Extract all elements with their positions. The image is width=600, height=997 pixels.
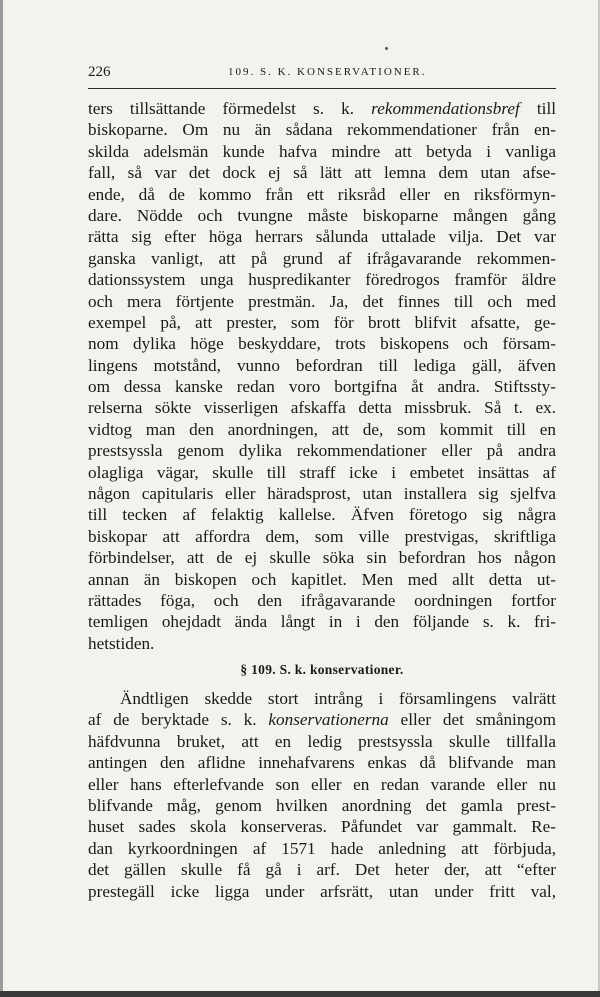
text-line: antingen den aflidne innehafvarens enkas då blifvande man — [88, 753, 556, 773]
text-line: biskopar att affordra dem, som ville prestvigas, skriftliga — [88, 526, 556, 546]
text-line: prestegäll icke ligga under arfsrätt, utan under fritt val, — [88, 881, 556, 901]
text-line: dan kyrkoordningen af 1571 hade anledning att förbjuda, — [88, 838, 556, 858]
text-line: till tecken af felaktig kallelse. Äfven företogo sig några — [88, 505, 556, 525]
text-line: dationssystem unga huspredikanter föredrogos framför äldre — [88, 270, 556, 290]
text-line: förbindelser, att de ej skulle söka sin befordran hos någon — [88, 548, 556, 568]
text-line: rättades föga, och den ifrågavarande oordningen fortfor — [88, 590, 556, 610]
paragraph-1 — [88, 98, 556, 654]
text-line: exempel på, att prester, som för brott blifvit afsatte, ge- — [88, 312, 556, 332]
ink-speck — [385, 47, 388, 50]
scan-edge-bottom — [0, 991, 600, 997]
text-line: nom dylika höge beskyddare, trots biskopens och försam- — [88, 334, 556, 354]
text-line: annan än biskopen och kapitlet. Men med allt detta ut- — [88, 569, 556, 589]
text-line: rätta sig efter höga herrars sålunda uttalade vilja. Det var — [88, 227, 556, 247]
running-section-title: 109. S. K. KONSERVATIONER. — [228, 66, 427, 78]
text-line: olagliga vägar, skulle till straff icke i embetet insättas af — [88, 462, 556, 482]
text-line: och mera förtjente prestmän. Ja, det finnes till och med — [88, 291, 556, 311]
text-line: prestsyssla genom dylika rekommendationer eller på andra — [88, 441, 556, 461]
text-line: relserna sökte visserligen afskaffa detta missbruk. Så t. ex. — [88, 398, 556, 418]
text-line: det gällen skulle få gå i arf. Det heter der, att “efter — [88, 860, 556, 880]
text-line: dare. Nödde och tvungne måste biskoparne mången gång — [88, 205, 556, 225]
text-line: lingens motstånd, vunno befordran till lediga gäll, äfven — [88, 355, 556, 375]
paragraph-2 — [88, 688, 556, 902]
text-line: hetstiden. — [88, 633, 155, 653]
text-line: temligen ohejdadt ända långt in i den följande s. k. fri- — [88, 612, 556, 632]
text-line: ende, då de kommo från ett riksråd eller en riksförmyn- — [88, 184, 556, 204]
text-line: huset sades skola konserveras. Påfundet var gammalt. Re- — [88, 817, 556, 837]
text-line: fall, så var det dock ej så lätt att lemna dem utan afse- — [88, 163, 556, 183]
text-line — [88, 98, 556, 119]
section-title: § 109. S. k. konservationer. — [240, 662, 404, 677]
running-head — [88, 62, 556, 82]
text-line: skilda adelsmän kunde hafva mindre att betyda i vanliga — [88, 141, 556, 161]
text-line: blifvande måg, genom hvilken anordning det gamla prest- — [88, 795, 556, 815]
text-line: Ändtligen skedde stort intrång i församlingens valrätt — [120, 689, 556, 708]
text-line: eller hans efterlefvande son eller en redan varande eller nu — [88, 774, 556, 794]
text-run: ters tillsättande förmedelst s. k. — [88, 99, 372, 118]
text-line: vidtog man den anordningen, att de, som kommit till en — [88, 419, 556, 439]
scan-edge-left — [0, 0, 3, 997]
page-number: 226 — [88, 64, 111, 80]
text-line — [88, 709, 556, 730]
text-run: af de beryktade s. k. — [88, 710, 269, 730]
header-rule — [88, 88, 556, 89]
text-run: till — [519, 99, 556, 118]
text-line: häfdvunna bruket, att en ledig prestsyssla skulle tillfalla — [88, 731, 556, 751]
emphasized-term: konservationerna — [268, 710, 389, 730]
text-run: eller det småningom — [388, 710, 556, 730]
emphasized-term: rekommendationsbref — [371, 99, 520, 118]
text-line: biskoparne. Om nu än sådana rekommendationer från en- — [88, 120, 556, 140]
text-line: om dessa kanske redan voro bortgifna åt andra. Stiftssty- — [88, 377, 556, 397]
text-line: någon capitularis eller häradsprost, utan installera sig sjelfva — [88, 484, 556, 504]
text-line: ganska vanligt, att på grund af ifrågavarande rekommen- — [88, 248, 556, 268]
